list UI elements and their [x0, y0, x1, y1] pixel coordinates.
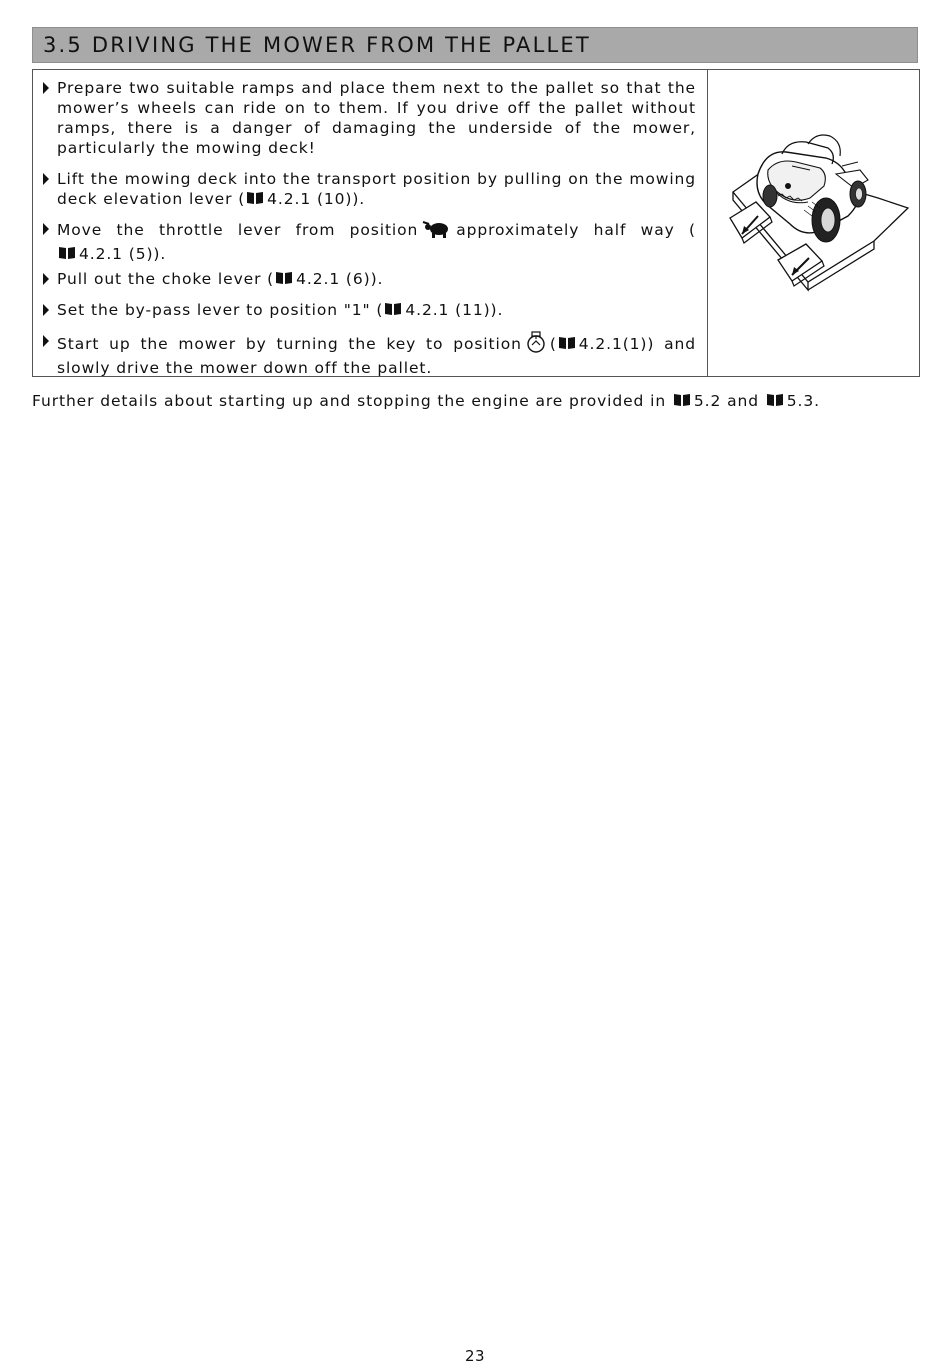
step-5-close: ).: [490, 301, 504, 319]
triangle-bullet-icon: [43, 223, 49, 235]
steps-column: [33, 70, 708, 376]
step-6-text-middle: (: [549, 335, 557, 353]
triangle-bullet-icon: [43, 82, 49, 94]
triangle-bullet-icon: [43, 335, 49, 347]
instruction-table: [32, 69, 920, 377]
footer-ref-1: 5.2: [693, 392, 722, 410]
step-2-close: ).: [352, 190, 366, 208]
step-4-text: Pull out the choke lever (: [57, 270, 275, 288]
step-5: [41, 300, 696, 320]
mower-on-pallet-illustration: [708, 70, 919, 376]
page-number: 23: [464, 1347, 486, 1365]
triangle-bullet-icon: [43, 304, 49, 316]
triangle-bullet-icon: [43, 173, 49, 185]
step-6-text: Start up the mower by turning the key to position: [57, 335, 522, 353]
book-icon: [384, 302, 402, 316]
step-5-text: Set the by-pass lever to position "1" (: [57, 301, 384, 319]
book-icon: [275, 271, 293, 285]
step-6-close: ) and slowly drive the mower down off the pallet.: [57, 335, 696, 377]
step-4-close: ).: [370, 270, 384, 288]
footer-note: [32, 391, 918, 411]
book-icon: [246, 191, 264, 205]
step-3-close: ).: [153, 245, 167, 263]
step-3-ref: 4.2.1 (5): [79, 245, 154, 263]
step-2: [41, 169, 696, 209]
footer-period: .: [814, 392, 820, 410]
footer-text: Further details about starting up and stopping the engine are provided in: [32, 392, 667, 410]
book-icon: [673, 393, 691, 407]
footer-ref-2: 5.3: [786, 392, 815, 410]
turtle-icon: [422, 219, 452, 244]
footer-and: and: [727, 392, 759, 410]
triangle-bullet-icon: [43, 273, 49, 285]
figure-column: [708, 70, 919, 376]
step-3-text-middle: approximately half way (: [456, 221, 696, 239]
section-title: 3.5 DRIVING THE MOWER FROM THE PALLET: [43, 33, 591, 57]
step-4: [41, 269, 696, 289]
step-5-ref: 4.2.1 (11): [405, 301, 491, 319]
step-2-text: Lift the mowing deck into the transport position by pulling on the mowing deck elevation lever (: [57, 170, 696, 208]
step-6-ref: 4.2.1(1): [578, 335, 648, 353]
step-1: [41, 78, 696, 158]
book-icon: [766, 393, 784, 407]
step-4-ref: 4.2.1 (6): [296, 270, 371, 288]
step-3-text: Move the throttle lever from position: [57, 221, 419, 239]
step-2-ref: 4.2.1 (10): [267, 190, 353, 208]
step-6: [41, 331, 696, 378]
step-1-text: Prepare two suitable ramps and place them next to the pallet so that the mower’s wheels can ride on to them. If you drive off the pallet without ramps, there is a danger of damaging the underside of the mower, particularly the mowing deck!: [57, 79, 696, 157]
engine-start-icon: [526, 331, 546, 358]
book-icon: [58, 246, 76, 260]
section-header: [32, 27, 918, 63]
step-3: [41, 219, 696, 264]
book-icon: [558, 336, 576, 350]
